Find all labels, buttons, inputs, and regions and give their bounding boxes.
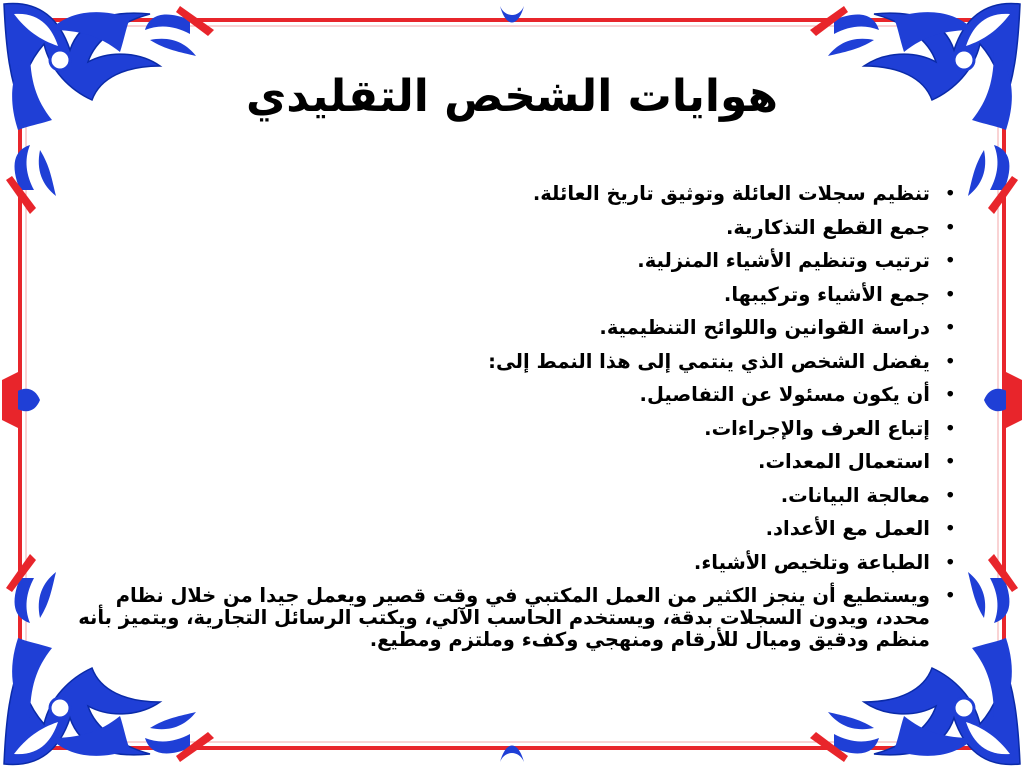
list-item: • استعمال المعدات.: [76, 445, 956, 479]
list-item: • تنظيم سجلات العائلة وتوثيق تاريخ العائلة.: [76, 177, 956, 211]
list-item: • العمل مع الأعداد.: [76, 512, 956, 546]
list-item: • دراسة القوانين واللوائح التنظيمية.: [76, 311, 956, 345]
list-item: • جمع القطع التذكارية.: [76, 211, 956, 245]
list-item: • أن يكون مسئولا عن التفاصيل.: [76, 378, 956, 412]
hobbies-list: [76, 177, 956, 651]
list-item: • إتباع العرف والإجراءات.: [76, 412, 956, 446]
list-item: • الطباعة وتلخيص الأشياء.: [76, 546, 956, 580]
list-item: • ترتيب وتنظيم الأشياء المنزلية.: [76, 244, 956, 278]
list-item-paragraph: • ويستطيع أن ينجز الكثير من العمل المكتبي في وقت قصير ويعمل جيدا من خلال نظام محدد، ويدون السجلات بدقة، ويستخدم الحاسب الآلي، ويكتب الرسائل التجارية، ويتميز بأنه منظم ودقيق وميال للأرقام ومنهجي وكفء وملتزم ومطيع.: [76, 579, 956, 651]
list-item: • معالجة البيانات.: [76, 479, 956, 513]
list-item: • جمع الأشياء وتركيبها.: [76, 278, 956, 312]
slide-title: هوايات الشخص التقليدي: [245, 71, 779, 122]
list-item: • يفضل الشخص الذي ينتمي إلى هذا النمط إلى:: [76, 345, 956, 379]
